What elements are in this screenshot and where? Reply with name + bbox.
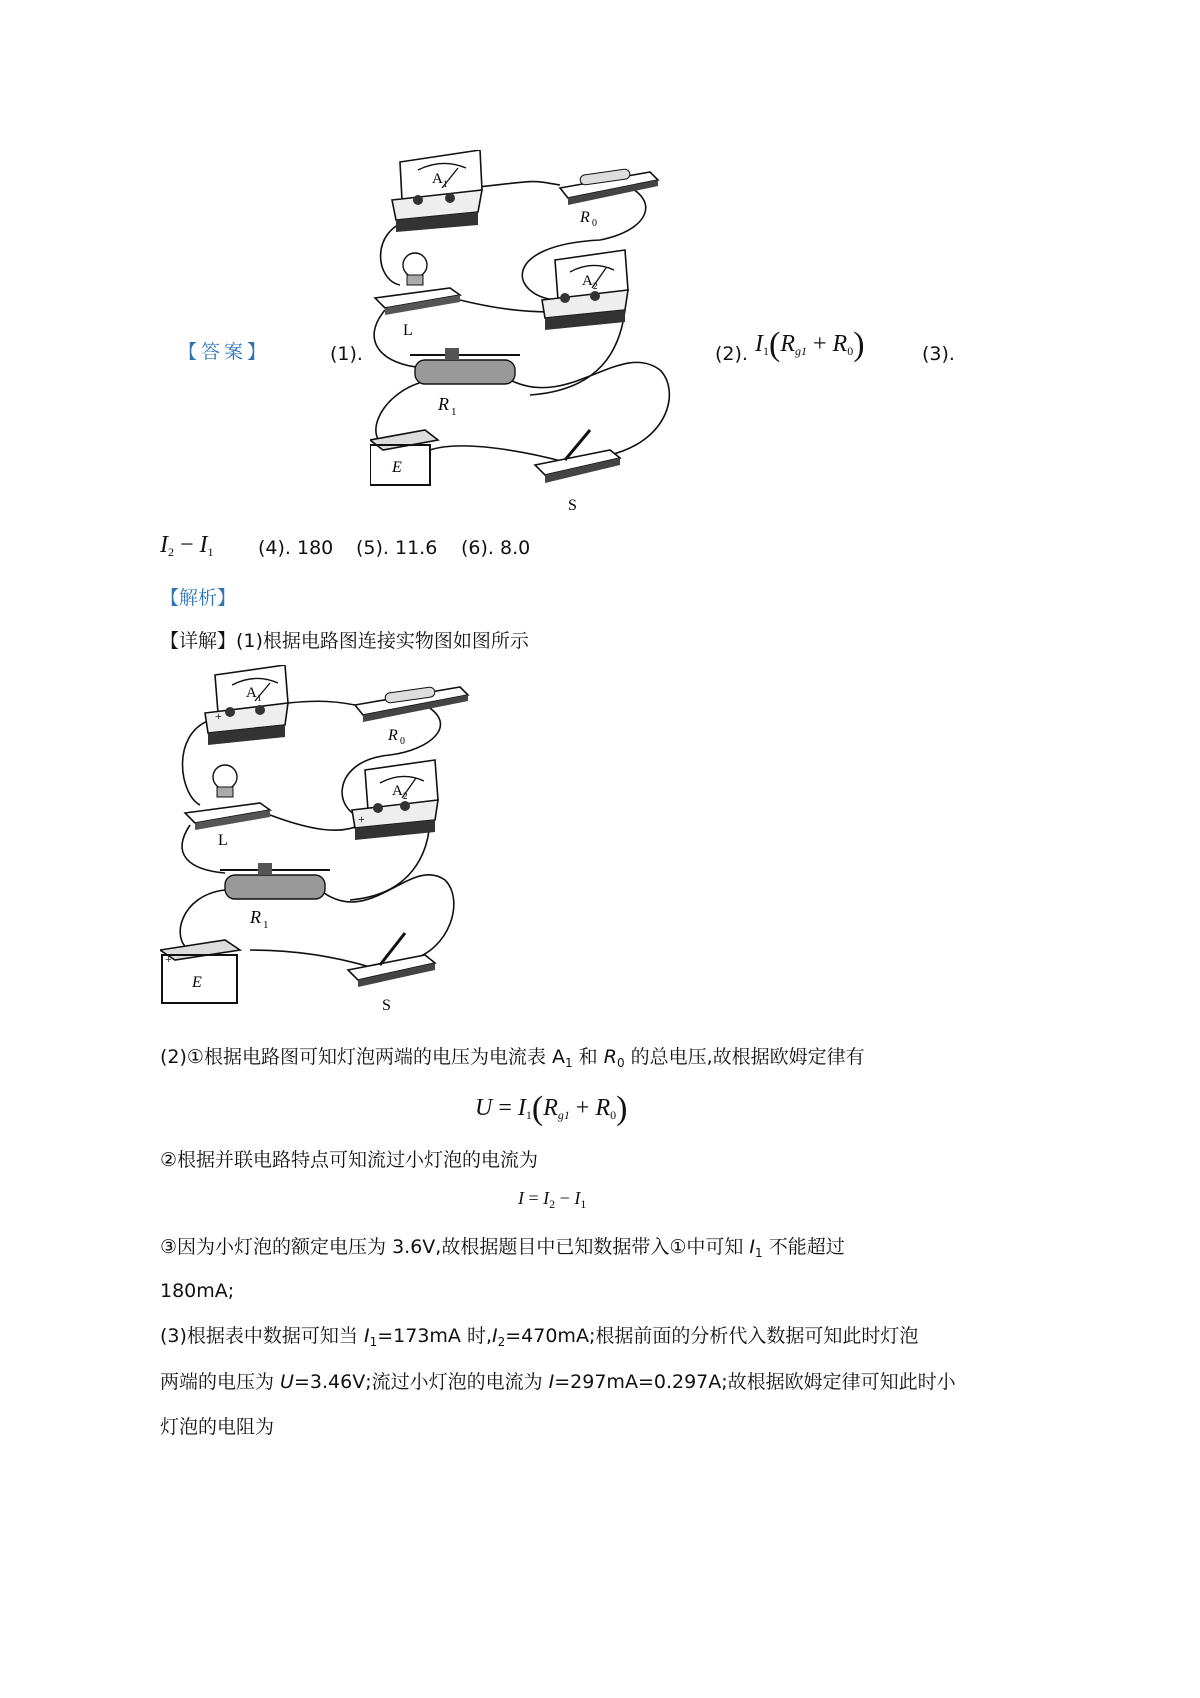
svg-text:1: 1 [443,179,448,189]
circuit-svg-2 [160,665,480,1040]
label-a1: A [246,685,257,701]
detail-line-7: 两端的电压为 U=3.46V;流过小灯泡的电流为 I=297mA=0.297A;故根据欧姆定律可知此时小 [160,1371,956,1393]
answer-part-5: (5). 11.6 [356,537,438,559]
svg-text:+: + [165,952,172,966]
formula-2: $I_1(R_{g1} + R_0)$ [755,326,865,363]
wire [510,362,669,455]
ammeter-a1 [205,665,288,745]
formula-3: $I_2 - I_1$ [160,532,214,559]
wire [374,310,425,368]
battery-e [370,430,438,485]
equation-i: $I = I_2 - I_1$ [518,1188,587,1211]
wire [470,182,560,188]
answer-part-2: (2). [715,343,748,365]
svg-text:+: + [358,812,365,826]
equation-u: $U = I_1(R_{g1} + R_0)$ [475,1090,628,1127]
label-r1: R [438,394,449,414]
svg-text:1: 1 [451,406,457,418]
svg-text:0: 0 [592,218,597,229]
lamp-l [185,765,270,849]
resistor-r0 [355,687,468,747]
svg-text:1: 1 [257,693,262,703]
switch-s [348,933,435,1014]
detail-line-8: 灯泡的电阻为 [160,1416,275,1438]
label-l: L [218,832,228,849]
detail-line-4: ③因为小灯泡的额定电压为 3.6V,故根据题目中已知数据带入①中可知 $I_1$ 不能超过 [160,1236,845,1260]
rheostat-r1 [410,348,520,418]
answer-part-3: (3). [922,343,955,365]
label-s: S [382,997,391,1014]
wire [183,720,211,805]
label-e: E [192,974,202,991]
ammeter-a2 [542,250,628,330]
analysis-label: 【解析】 [160,587,237,609]
wire [430,446,565,462]
rheostat-r1 [220,863,330,931]
label-r0: R [580,209,590,226]
wire [270,815,360,830]
answer-part-4: (4). 180 [258,537,334,559]
detail-line-6: (3)根据表中数据可知当 $I_1=173mA$ 时$,I_2=470mA$;根据前面的分析代入数据可知此时灯泡 [160,1325,919,1349]
detail-line-5: 180mA; [160,1280,235,1302]
detail-line-3: ②根据并联电路特点可知流过小灯泡的电流为 [160,1149,539,1171]
wire [320,875,454,960]
battery-e [160,940,240,1003]
detail-line-2: (2)①根据电路图可知灯泡两端的电压为电流表 $A_1$ 和 $R_0$ 的总电压,故根据欧姆定律有 [160,1046,865,1070]
label-r1: R [250,907,261,927]
label-s: S [568,497,577,514]
circuit-diagram-detail [160,665,480,1040]
answer-label: 【答案】 [178,341,271,363]
label-e: E [392,459,402,476]
label-r0: R [388,727,398,744]
circuit-svg-1 [370,150,690,550]
svg-text:2: 2 [593,281,598,291]
ammeter-a1 [392,150,482,232]
answer-part-1: (1). [330,343,363,365]
svg-text:2: 2 [403,791,408,801]
switch-s [535,430,620,514]
wire [250,950,370,967]
label-l: L [403,322,413,339]
svg-text:0: 0 [400,736,405,747]
ammeter-a2 [352,760,438,840]
answer-part-6: (6). 8.0 [461,537,531,559]
lamp-l [375,253,460,339]
label-a2: A [582,273,593,289]
svg-text:+: + [215,709,222,723]
circuit-diagram-answer [370,150,690,550]
label-a2: A [392,783,403,799]
detail-line-1: 【详解】(1)根据电路图连接实物图如图所示 [160,630,529,652]
label-a1: A [432,171,443,187]
svg-text:1: 1 [263,919,269,931]
